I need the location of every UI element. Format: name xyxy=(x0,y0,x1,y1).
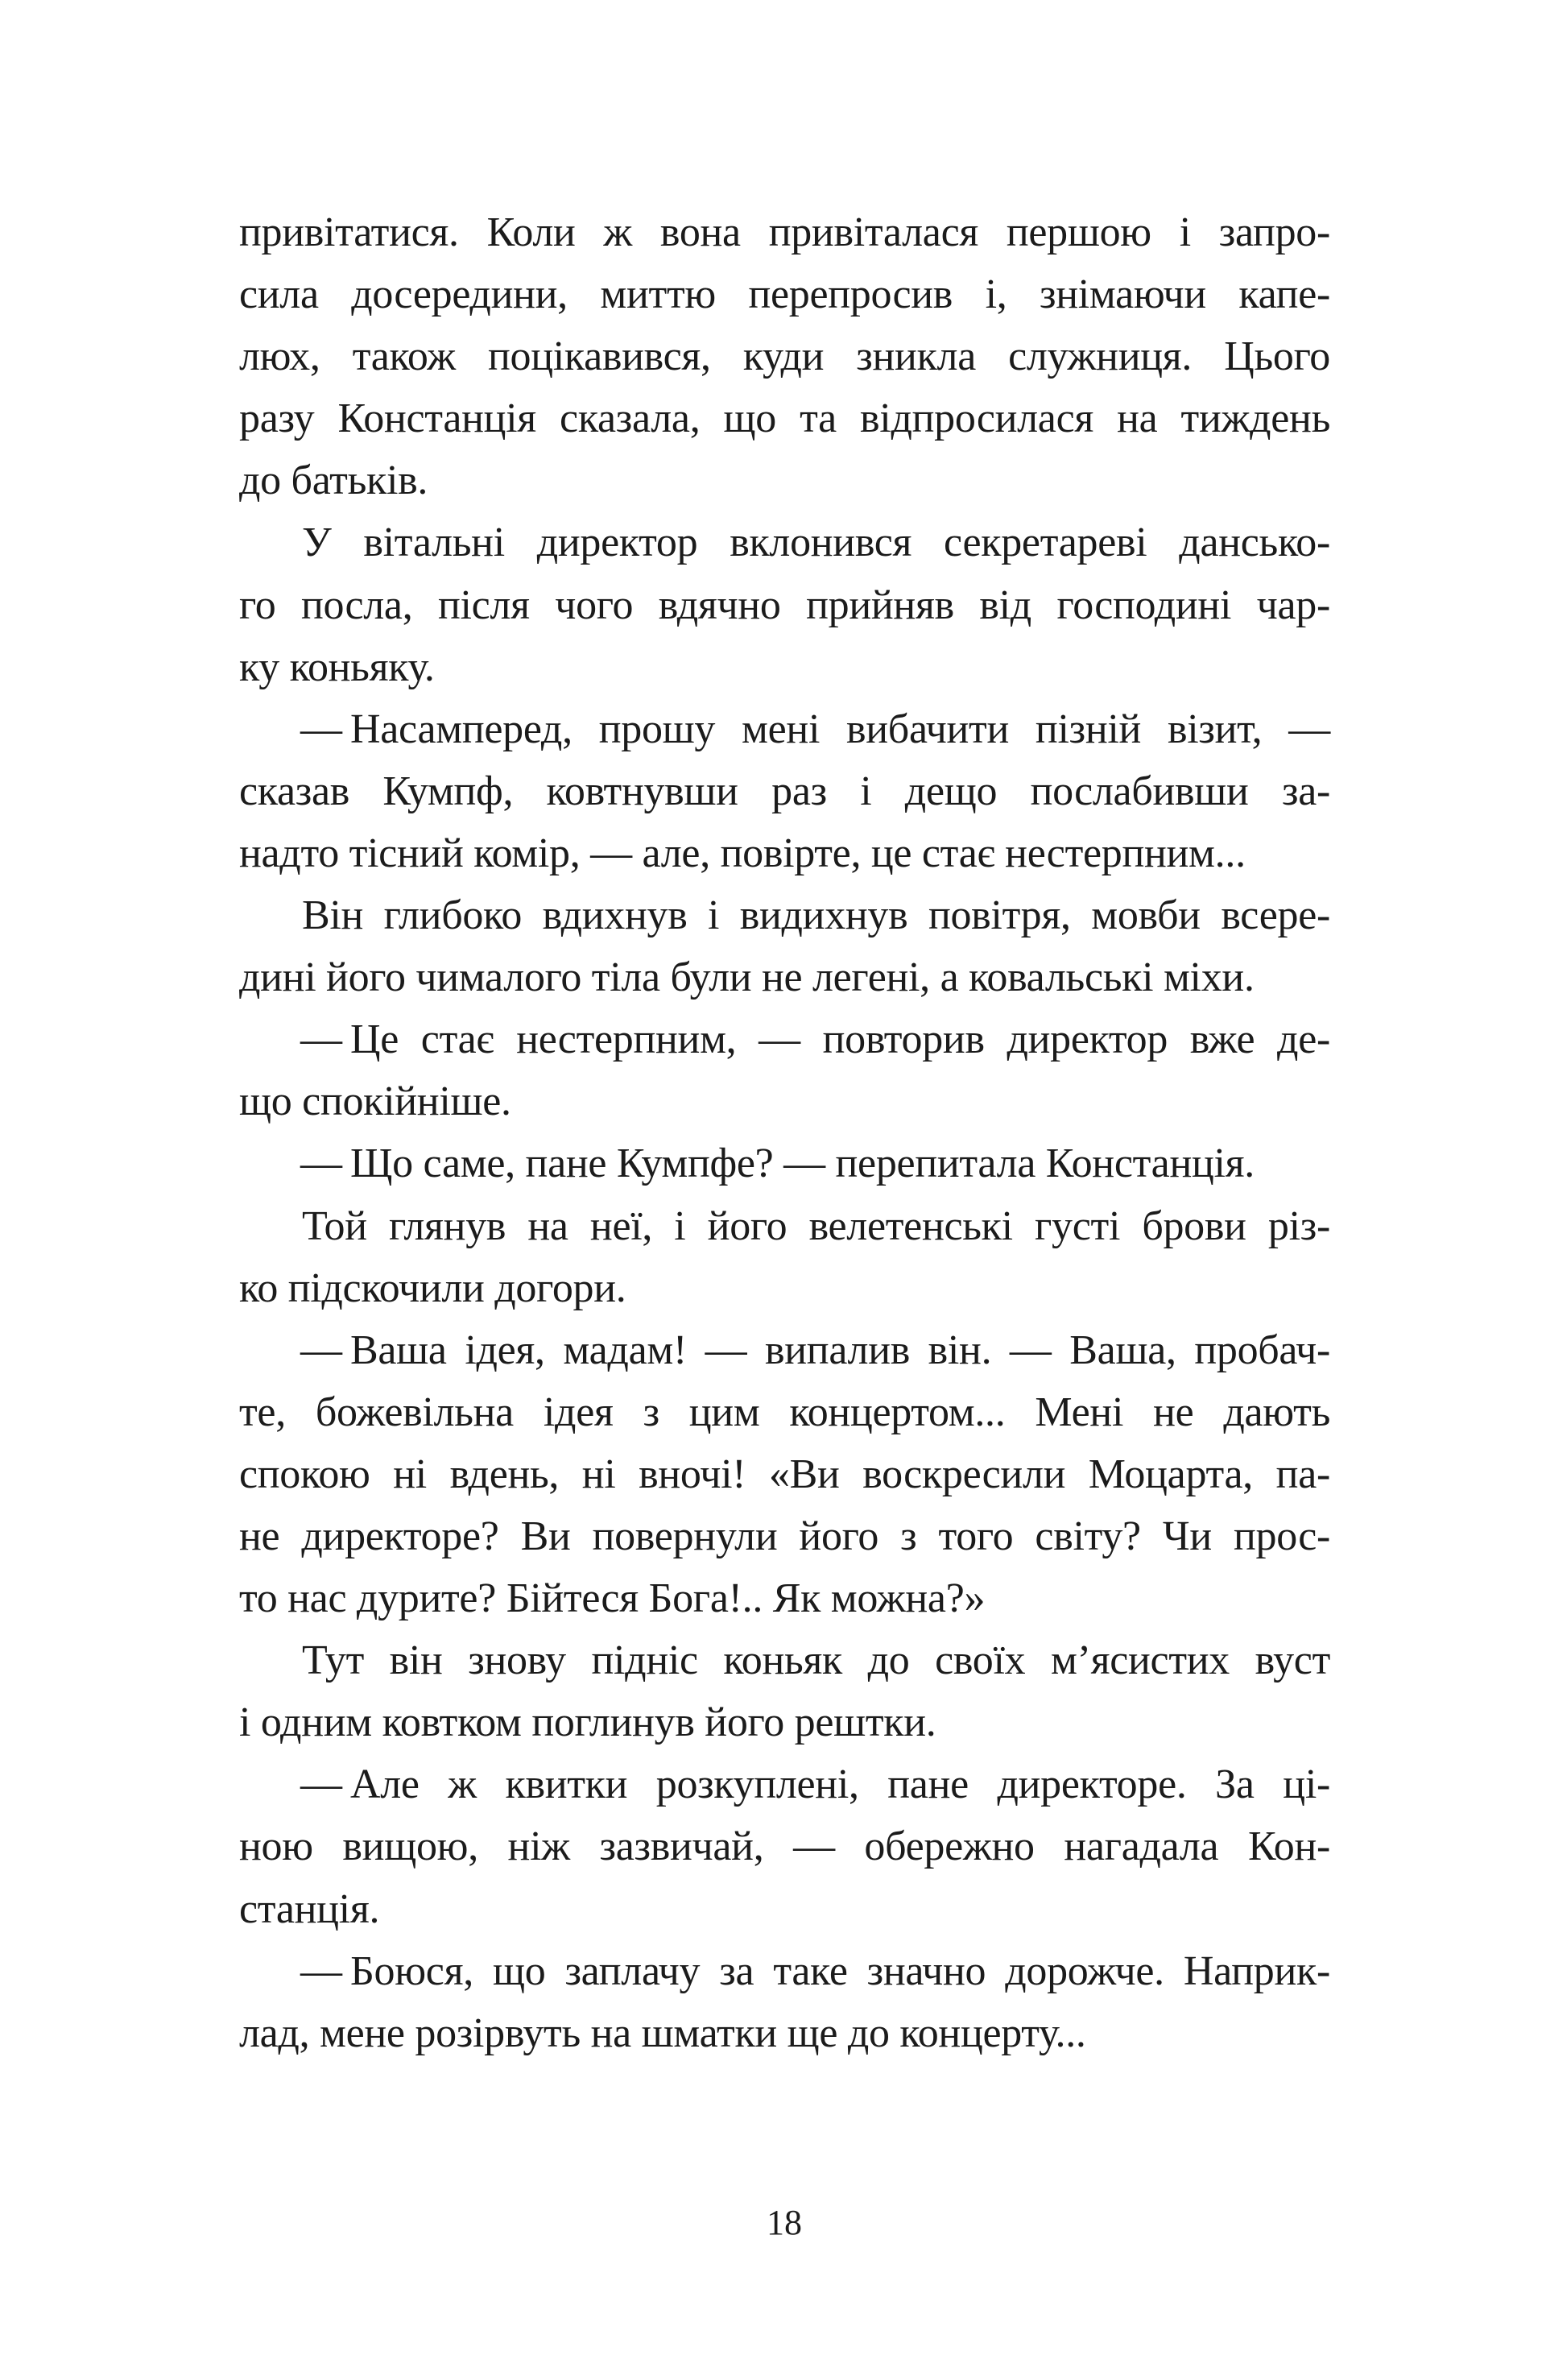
text-line: сила досередини, миттю перепросив і, знімаючи капе- xyxy=(239,271,1330,318)
text-line: те, божевільна ідея з цим концертом... Мені не дають xyxy=(239,1389,1330,1435)
dialogue-dash: — xyxy=(300,1761,342,1808)
dialogue-dash: — xyxy=(300,706,342,752)
dialogue-dash: — xyxy=(300,1327,342,1373)
text-line: то нас дурите? Бійтеся Бога!.. Як можна?» xyxy=(239,1575,986,1622)
text-line: сказав Кумпф, ковтнувши раз і дещо послабивши за- xyxy=(239,768,1330,814)
dialogue-dash: — xyxy=(300,1016,342,1063)
text-line: люх, також поцікавився, куди зникла служниця. Цього xyxy=(239,333,1330,380)
dialogue-text: Що саме, пане Кумпфе? — перепитала Констанція. xyxy=(350,1140,1255,1187)
text-line: ку коньяку. xyxy=(239,644,435,690)
dialogue-text: Боюся, що заплачу за таке значно дорожче. Наприк- xyxy=(350,1947,1330,1994)
dialogue-dash: — xyxy=(300,1947,342,1994)
text-line: го посла, після чого вдячно прийняв від господині чар- xyxy=(239,582,1330,628)
page-number: 18 xyxy=(767,2203,802,2242)
text-line: і одним ковтком поглинув його рештки. xyxy=(239,1699,936,1746)
body-text xyxy=(239,201,1330,2064)
dialogue-text: Насамперед, прошу мені вибачити пізній візит, — xyxy=(350,706,1330,752)
dialogue-line xyxy=(239,1132,1330,1194)
text-line: ко підскочили догори. xyxy=(239,1265,626,1311)
text-line-paragraph-start: Тут він знову підніс коньяк до своїх м’ясистих вуст xyxy=(302,1637,1330,1684)
dialogue-dash: — xyxy=(300,1140,342,1187)
dialogue-text: Це стає нестерпним, — повторив директор вже де- xyxy=(350,1016,1330,1063)
text-line-paragraph-start: Він глибоко вдихнув і видихнув повітря, мовби всере- xyxy=(302,892,1330,939)
dialogue-text: Ваша ідея, мадам! — випалив він. — Ваша, пробач- xyxy=(350,1327,1330,1373)
text-line: дині його чималого тіла були не легені, а ковальські міхи. xyxy=(239,954,1255,1001)
text-line: що спокійніше. xyxy=(239,1078,511,1125)
text-line: надто тісний комір, — але, повірте, це стає нестерпним... xyxy=(239,830,1246,876)
dialogue-line xyxy=(239,1008,1330,1070)
dialogue-line xyxy=(239,698,1330,760)
dialogue-line xyxy=(239,1940,1330,2002)
dialogue-line xyxy=(239,1753,1330,1815)
text-line: ною вищою, ніж зазвичай, — обережно нагадала Кон- xyxy=(239,1823,1330,1870)
text-line: лад, мене розірвуть на шматки ще до концерту... xyxy=(239,2010,1086,2056)
text-line-paragraph-start: У вітальні директор вклонився секретареві дансько- xyxy=(302,519,1330,566)
text-line-paragraph-start: Той глянув на неї, і його велетенські густі брови різ- xyxy=(302,1202,1330,1249)
text-line: до батьків. xyxy=(239,457,428,504)
text-line: спокою ні вдень, ні вночі! «Ви воскресили Моцарта, па- xyxy=(239,1451,1330,1497)
dialogue-line xyxy=(239,1319,1330,1381)
text-line: станція. xyxy=(239,1885,380,1932)
text-line: не директоре? Ви повернули його з того світу? Чи прос- xyxy=(239,1513,1330,1559)
dialogue-text: Але ж квитки розкуплені, пане директоре. За ці- xyxy=(350,1761,1330,1808)
text-line: привітатися. Коли ж вона привіталася першою і запро- xyxy=(239,209,1330,255)
text-line: разу Констанція сказала, що та відпросилася на тиждень xyxy=(239,395,1330,442)
